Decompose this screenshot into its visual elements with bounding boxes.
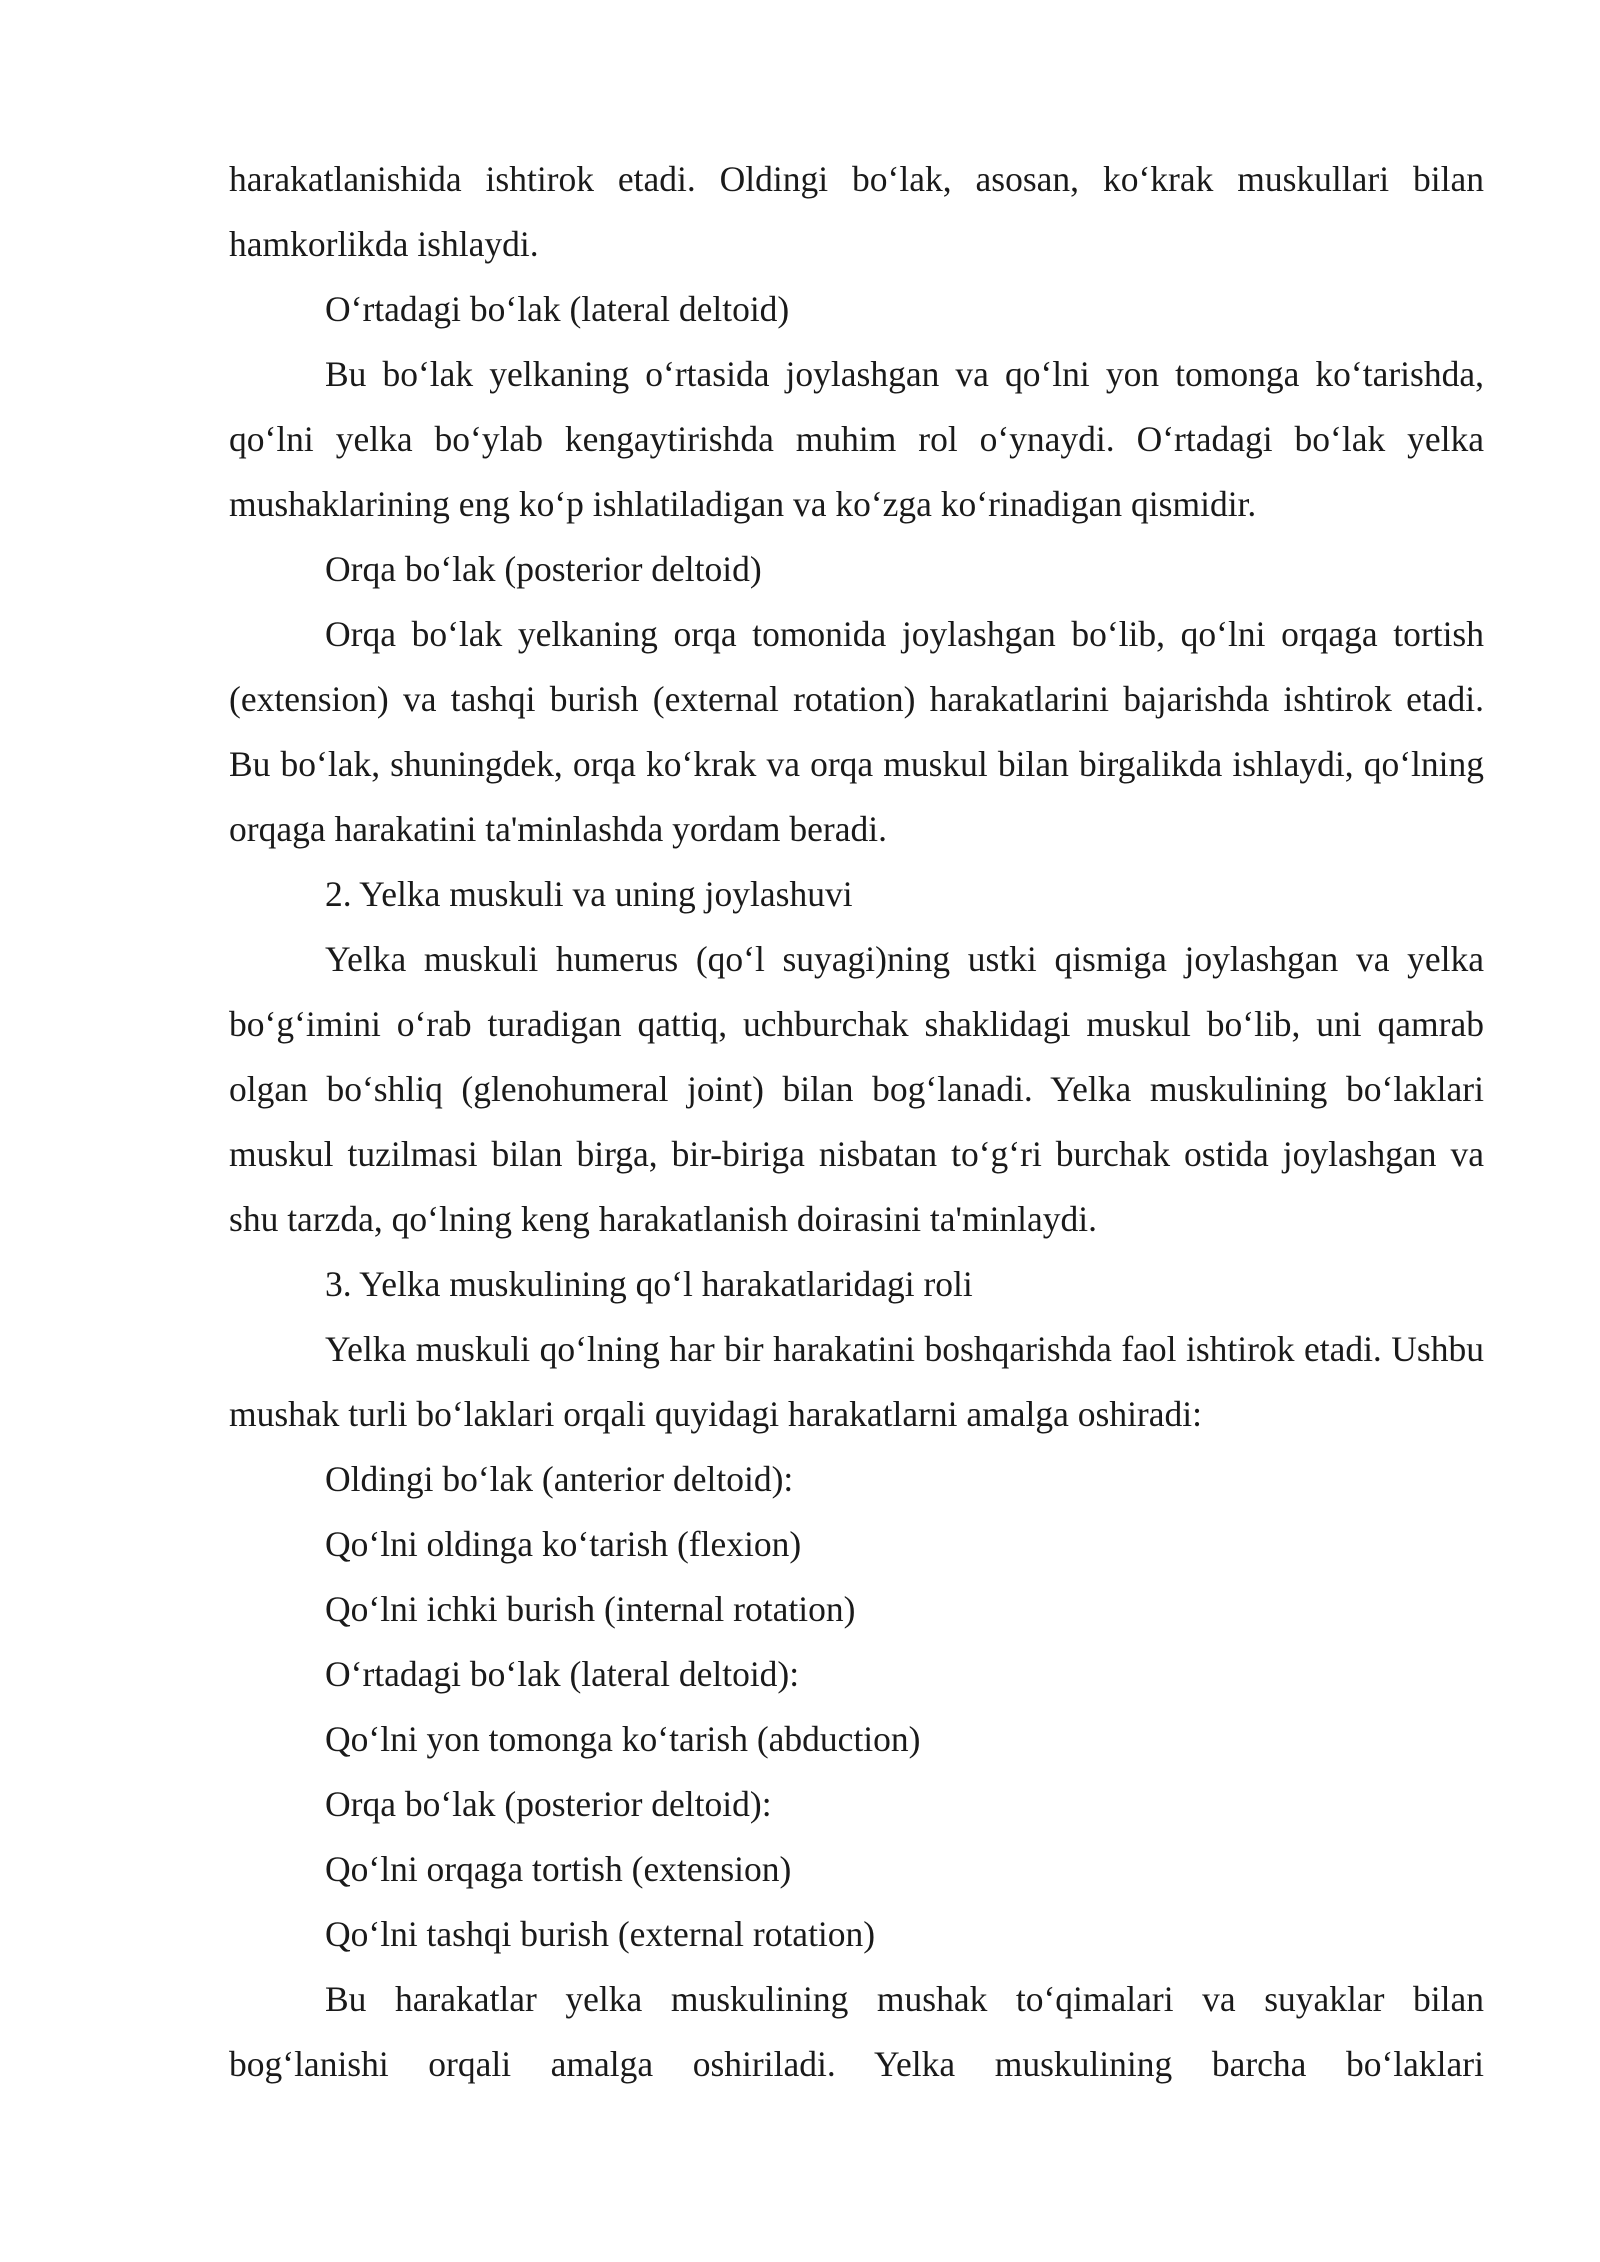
document-body (229, 147, 1484, 2097)
subheading-posterior-deltoid: Orqa bo‘lak (posterior deltoid) (325, 549, 762, 589)
paragraph-continuation: harakatlanishida ishtirok etadi. Oldingi bo‘lak, asosan, ko‘krak muskullari bilan hamkorlikda ishlaydi. (229, 159, 1484, 264)
list-item-extension: Qo‘lni orqaga tortish (extension) (325, 1849, 792, 1889)
list-item-flexion: Qo‘lni oldinga ko‘tarish (flexion) (325, 1524, 802, 1564)
paragraph-muscle-location: Yelka muskuli humerus (qo‘l suyagi)ning ustki qismiga joylashgan va yelka bo‘g‘imini o‘rab turadigan qattiq, uchburchak shaklidagi muskul bo‘lib, uni qamrab olgan bo‘shliq (glenohumeral joint) bilan bog‘lanadi. Yelka muskulining bo‘laklari muskul tuzilmasi bilan birga, bir-biriga nisbatan to‘g‘ri burchak ostida joylashgan va shu tarzda, qo‘lning keng harakatlanish doirasini ta'minlaydi. (229, 939, 1484, 1239)
paragraph-muscle-role: Yelka muskuli qo‘lning har bir harakatini boshqarishda faol ishtirok etadi. Ushbu mushak turli bo‘laklari orqali quyidagi harakatlarni amalga oshiradi: (229, 1329, 1484, 1434)
section-heading-2: 2. Yelka muskuli va uning joylashuvi (325, 874, 853, 914)
list-item-posterior-deltoid: Orqa bo‘lak (posterior deltoid): (325, 1784, 772, 1824)
paragraph-closing: Bu harakatlar yelka muskulining mushak to‘qimalari va suyaklar bilan bog‘lanishi orqali amalga oshiriladi. Yelka muskulining barcha bo‘laklari (229, 1979, 1484, 2084)
list-item-abduction: Qo‘lni yon tomonga ko‘tarish (abduction) (325, 1719, 921, 1759)
list-item-lateral-deltoid: O‘rtadagi bo‘lak (lateral deltoid): (325, 1654, 800, 1694)
section-heading-3: 3. Yelka muskulining qo‘l harakatlaridagi roli (325, 1264, 973, 1304)
subheading-lateral-deltoid: O‘rtadagi bo‘lak (lateral deltoid) (325, 289, 790, 329)
paragraph-lateral-deltoid: Bu bo‘lak yelkaning o‘rtasida joylashgan va qo‘lni yon tomonga ko‘tarishda, qo‘lni yelka bo‘ylab kengaytirishda muhim rol o‘ynaydi. O‘rtadagi bo‘lak yelka mushaklarining eng ko‘p ishlatiladigan va ko‘zga ko‘rinadigan qismidir. (229, 354, 1484, 524)
list-item-internal-rotation: Qo‘lni ichki burish (internal rotation) (325, 1589, 856, 1629)
list-item-anterior-deltoid: Oldingi bo‘lak (anterior deltoid): (325, 1459, 794, 1499)
list-item-external-rotation: Qo‘lni tashqi burish (external rotation) (325, 1914, 876, 1954)
paragraph-posterior-deltoid: Orqa bo‘lak yelkaning orqa tomonida joylashgan bo‘lib, qo‘lni orqaga tortish (extension) va tashqi burish (external rotation) harakatlarini bajarishda ishtirok etadi. Bu bo‘lak, shuningdek, orqa ko‘krak va orqa muskul bilan birgalikda ishlaydi, qo‘lning orqaga harakatini ta'minlashda yordam beradi. (229, 614, 1484, 849)
